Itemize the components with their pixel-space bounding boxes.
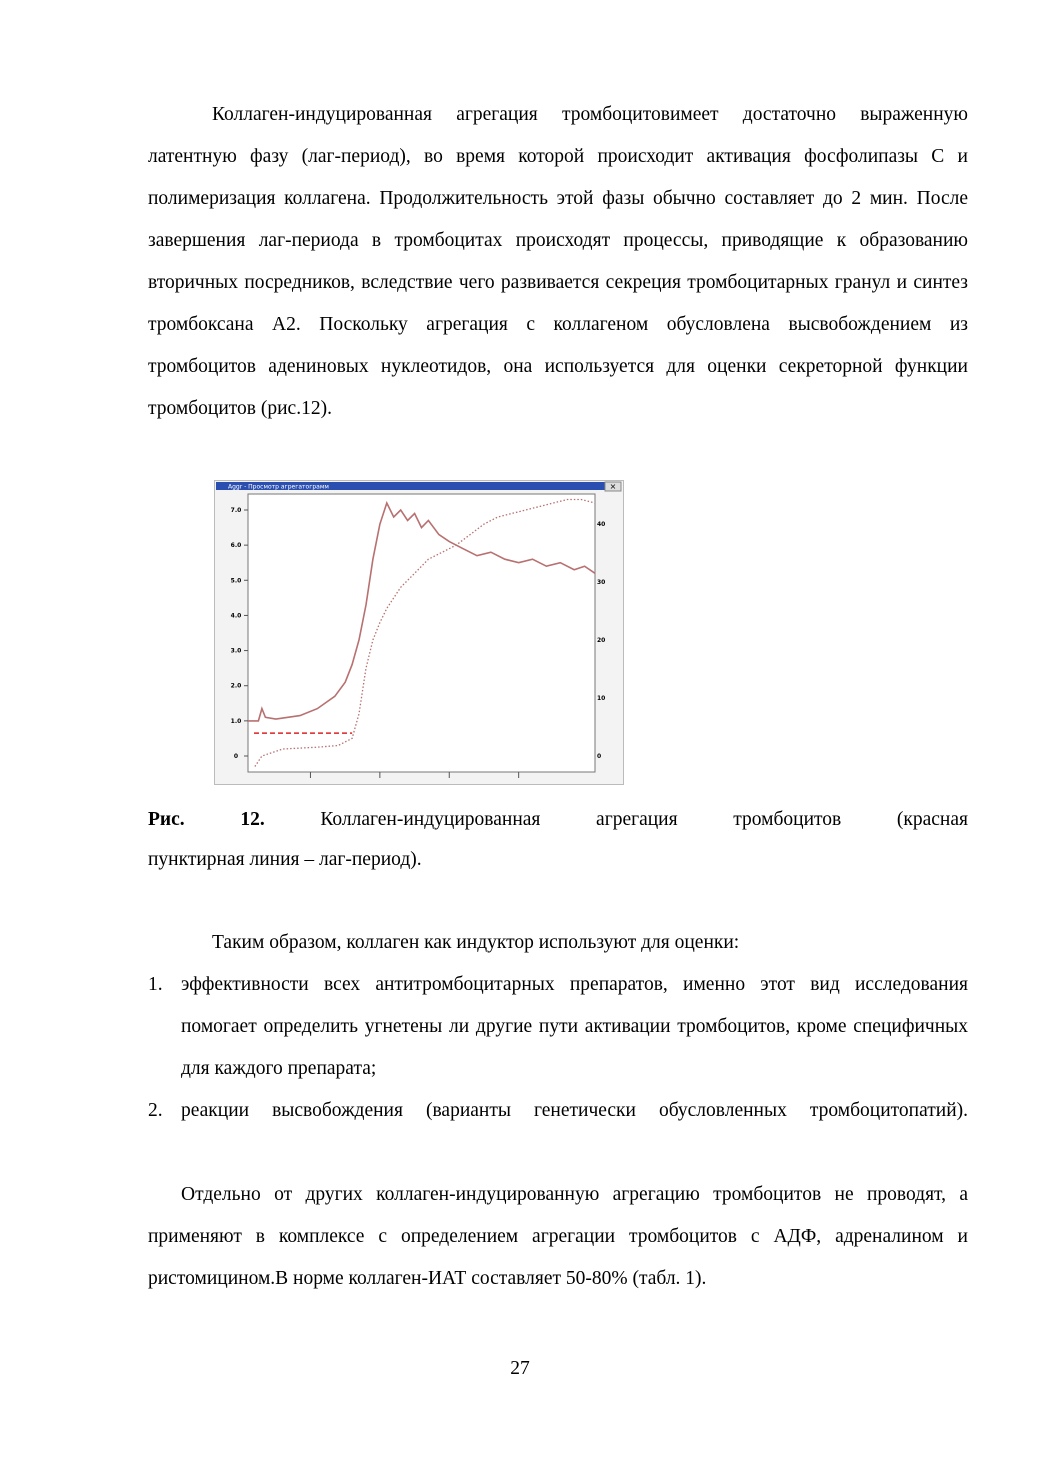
list-item <box>148 964 968 1090</box>
left-tick-label: 0 <box>233 753 239 760</box>
caption-line1: Коллаген-индуцированная агрегация тромбоцитов (красная <box>320 809 968 830</box>
left-tick-label: 1.0 <box>230 717 242 725</box>
left-tick-label: 3.0 <box>230 647 242 655</box>
figure-caption <box>148 800 968 880</box>
figure-window-title: Aggr - Просмотр агрегатограмм <box>228 483 329 491</box>
right-tick-label: 10 <box>597 695 606 702</box>
right-tick-label: 0 <box>597 753 602 760</box>
aggregation-chart-figure <box>214 480 624 785</box>
left-tick-label: 2.0 <box>230 682 242 690</box>
list-text: реакции высвобождения (варианты генетически обусловленных тромбоцитопатий). <box>181 1100 968 1121</box>
left-tick-label: 5.0 <box>230 577 242 585</box>
left-tick-label: 4.0 <box>230 612 242 620</box>
caption-label: Рис. 12. <box>148 809 265 830</box>
paragraph-2: Отдельно от других коллаген-индуцированную агрегацию тромбоцитов не проводят, а применяют в комплексе с определением агрегации тромбоцитов с АДФ, адреналином и ристомицином.В норме коллаген-ИАТ составляет 50-80% (табл. 1). <box>148 1184 968 1289</box>
left-tick-label: 6.0 <box>230 542 242 550</box>
caption-line2: пунктирная линия – лаг-период). <box>148 849 422 870</box>
plot-area <box>248 494 595 772</box>
list-number: 1. <box>148 974 163 995</box>
page-number: 27 <box>510 1358 530 1379</box>
close-icon[interactable]: × <box>609 482 617 491</box>
list-text: эффективности всех антитромбоцитарных препаратов, именно этот вид исследования помогает определить угнетены ли другие пути активации тромбоцитов, кроме специфичных для каждого препарата; <box>181 974 968 1079</box>
paragraph-1: Коллаген-индуцированная агрегация тромбоцитовимеет достаточно выраженную латентную фазу (лаг-период), во время которой происходит активация фосфолипазы С и полимеризация коллагена. Продолжительность этой фазы обычно составляет до 2 мин. После завершения лаг-периода в тромбоцитах происходят процессы, приводящие к образованию вторичных посредников, вследствие чего развивается секреция тромбоцитарных гранул и синтез тромбоксана А2. Поскольку агрегация с коллагеном обусловлена высвобождением из тромбоцитов адениновых нуклеотидов, она используется для оценки секреторной функции тромбоцитов (рис.12). <box>148 104 968 419</box>
intro-paragraph: Таким образом, коллаген как индуктор используют для оценки: <box>212 932 740 953</box>
list-item <box>148 1090 968 1132</box>
left-tick-label: 7.0 <box>230 507 242 514</box>
right-tick-label: 30 <box>597 579 606 586</box>
list-number: 2. <box>148 1100 163 1121</box>
right-tick-label: 40 <box>597 521 606 528</box>
right-tick-label: 20 <box>597 637 606 644</box>
